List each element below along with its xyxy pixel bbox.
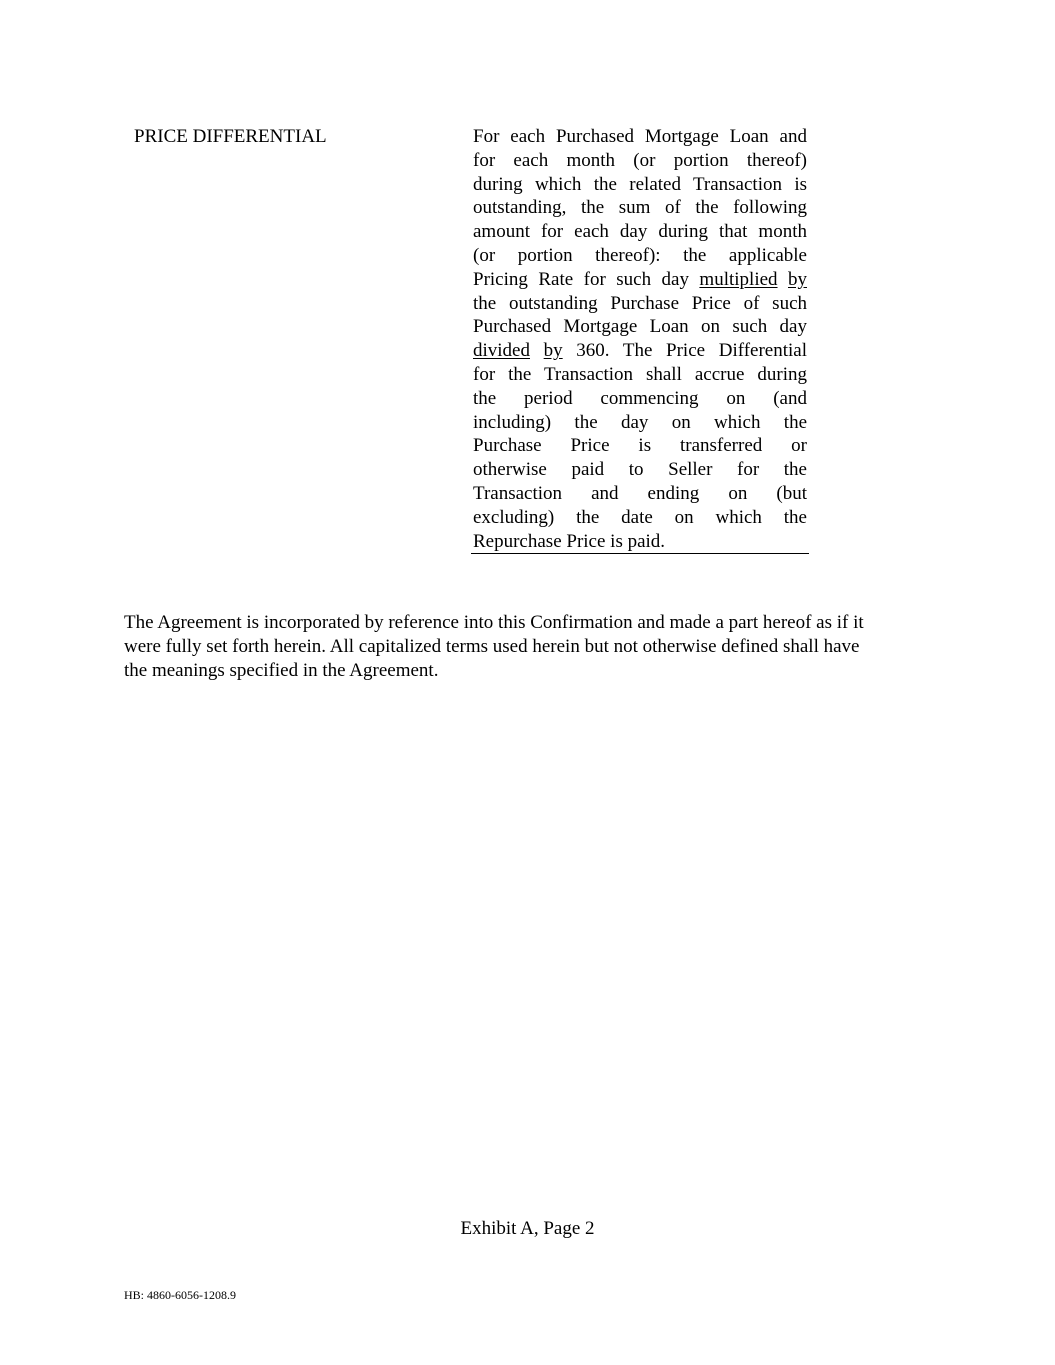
definition-line: the outstanding Purchase Price of such — [473, 292, 807, 314]
paragraph-line: were fully set forth herein. All capitalized terms used herein but not otherwise defined shall have — [124, 635, 860, 657]
underlined-term: multiplied — [699, 268, 778, 290]
definition-line: including) the day on which the — [473, 411, 807, 433]
definition-line: For each Purchased Mortgage Loan and — [473, 126, 807, 147]
definition-line: during which the related Transaction is — [473, 173, 807, 195]
term-definition — [473, 125, 807, 553]
definition-line: otherwise paid to Seller for the — [473, 459, 807, 481]
underlined-term: divided — [473, 340, 530, 362]
paragraph-line: the meanings specified in the Agreement. — [124, 659, 439, 681]
definition-line: for the Transaction shall accrue during — [473, 363, 807, 385]
definition-line: Transaction and ending on (but — [473, 482, 807, 504]
definition-line: amount for each day during that month — [473, 221, 807, 243]
incorporation-paragraph — [124, 611, 934, 682]
document-id: HB: 4860-6056-1208.9 — [124, 1288, 236, 1302]
definition-line: excluding) the date on which the — [473, 506, 807, 528]
underlined-term: by — [543, 340, 563, 362]
term-label: PRICE DIFFERENTIAL — [134, 126, 327, 147]
definition-line: Repurchase Price is paid. — [473, 530, 666, 552]
definition-line: Purchase Price is transferred or — [473, 435, 807, 457]
definition-rule — [471, 553, 809, 554]
definition-line: divided by 360. The Price Differential — [473, 340, 808, 362]
definition-line: for each month (or portion thereof) — [473, 149, 807, 171]
underlined-term: by — [788, 268, 807, 290]
definition-line: outstanding, the sum of the following — [473, 197, 807, 219]
definition-line: Pricing Rate for such day multiplied by — [473, 268, 807, 290]
definition-line: Purchased Mortgage Loan on such day — [473, 316, 807, 338]
definition-line: (or portion thereof): the applicable — [473, 244, 807, 266]
definition-line: the period commencing on (and — [473, 387, 807, 409]
page-footer-label: Exhibit A, Page 2 — [460, 1218, 595, 1239]
paragraph-line: The Agreement is incorporated by reference into this Confirmation and made a part hereof as if it — [124, 612, 864, 633]
